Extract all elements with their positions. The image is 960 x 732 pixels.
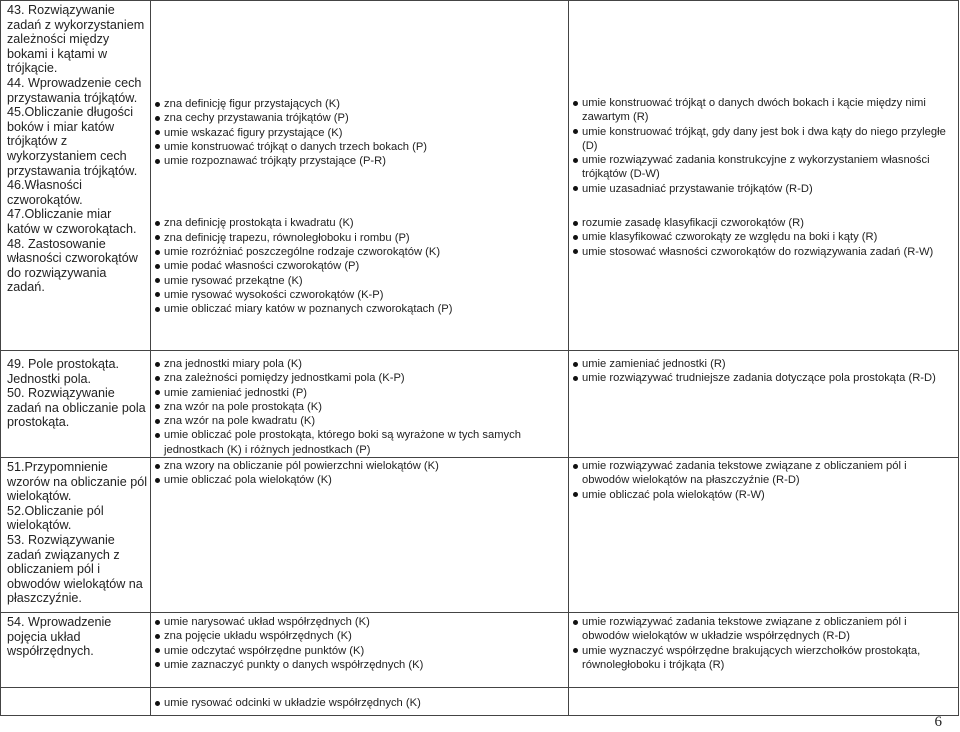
list-item: zna wzory na obliczanie pól powierzchni wielokątów (K)	[153, 459, 564, 473]
list-item: umie obliczać pola wielokątów (K)	[153, 473, 564, 487]
requirements-list	[571, 96, 954, 196]
list-item: umie konstruować trójkąt, gdy dany jest bok i dwa kąty do niego przyległe (D)	[571, 125, 954, 154]
basic-requirements-cell	[151, 458, 569, 613]
list-item: umie zamieniać jednostki (P)	[153, 386, 564, 400]
requirements-list	[153, 216, 564, 316]
requirements-list	[571, 216, 954, 259]
topic-item: 52.Obliczanie pól wielokątów.	[7, 503, 108, 533]
requirements-list	[153, 357, 564, 457]
topic-item: 51.Przypomnienie wzorów na obliczanie pól wielokątów.	[7, 460, 151, 504]
list-item: zna pojęcie układu współrzędnych (K)	[153, 629, 564, 643]
list-item: umie podać własności czworokątów (P)	[153, 259, 564, 273]
list-item: umie klasyfikować czworokąty ze względu na boki i kąty (R)	[571, 230, 954, 244]
topics-cell	[1, 1, 151, 351]
list-item: zna cechy przystawania trójkątów (P)	[153, 111, 564, 125]
topic-item: 44. Wprowadzenie cech przystawania trójkątów.	[7, 75, 145, 105]
list-item: umie uzasadniać przystawanie trójkątów (R-D)	[571, 182, 954, 196]
table-row	[1, 1, 959, 351]
page-number: 6	[934, 714, 942, 730]
topics-cell	[1, 688, 151, 716]
topics-cell	[1, 613, 151, 688]
topic-item: 46.Własności czworokątów.	[7, 178, 86, 207]
list-item: zna wzór na pole prostokąta (K)	[153, 400, 564, 414]
list-item: umie wyznaczyć współrzędne brakujących wierzchołków prostokąta, równoległoboku i trójkąta (R)	[571, 644, 954, 673]
topics-cell	[1, 351, 151, 458]
topic-item: 53. Rozwiązywanie zadań związanych z obliczaniem pól i obwodów wielokątów na płaszczyźnie.	[7, 533, 147, 606]
requirements-list	[153, 459, 564, 488]
topic-item: 48. Zastosowanie własności czworokątów do rozwiązywania zadań.	[7, 236, 142, 295]
list-item: umie konstruować trójkąt o danych trzech bokach (P)	[153, 140, 564, 154]
list-item: umie zamieniać jednostki (R)	[571, 357, 954, 371]
list-item: zna zależności pomiędzy jednostkami pola (K-P)	[153, 371, 564, 385]
list-item: umie obliczać miary katów w poznanych czworokątach (P)	[153, 302, 564, 316]
requirements-list	[153, 696, 564, 710]
advanced-requirements-cell	[569, 1, 959, 351]
topic-item: 45.Obliczanie długości boków i miar katów trójkątów z wykorzystaniem cech przystawania trójkątów.	[7, 105, 138, 178]
requirements-list	[153, 97, 564, 168]
list-item: umie rozwiązywać zadania tekstowe związane z obliczaniem pól i obwodów wielokątów w układzie współrzędnych (R-D)	[571, 615, 954, 644]
list-item: zna definicję trapezu, równoległoboku i rombu (P)	[153, 231, 564, 245]
table-row	[1, 688, 959, 716]
list-item: umie rysować przekątne (K)	[153, 274, 564, 288]
list-item: umie wskazać figury przystające (K)	[153, 126, 564, 140]
requirements-list	[571, 615, 954, 672]
list-item: zna definicję figur przystających (K)	[153, 97, 564, 111]
list-item: rozumie zasadę klasyfikacji czworokątów (R)	[571, 216, 954, 230]
list-item: umie obliczać pole prostokąta, którego boki są wyrażone w tych samych jednostkach (K) i różnych jednostkach (P)	[153, 428, 564, 457]
topic-item: 50. Rozwiązywanie zadań na obliczanie pola prostokąta.	[7, 386, 150, 430]
list-item: umie rozróżniać poszczególne rodzaje czworokątów (K)	[153, 245, 564, 259]
table-row	[1, 458, 959, 613]
list-item: zna wzór na pole kwadratu (K)	[153, 414, 564, 428]
list-item: umie rysować wysokości czworokątów (K-P)	[153, 288, 564, 302]
requirements-list	[153, 615, 564, 672]
advanced-requirements-cell	[569, 458, 959, 613]
requirements-list	[571, 459, 954, 502]
list-item: umie rysować odcinki w układzie współrzędnych (K)	[153, 696, 564, 710]
list-item: umie rozwiązywać zadania konstrukcyjne z wykorzystaniem własności trójkątów (D-W)	[571, 153, 954, 182]
basic-requirements-cell	[151, 351, 569, 458]
requirements-list	[571, 357, 954, 386]
table-row	[1, 351, 959, 458]
topic-item: 47.Obliczanie miar katów w czworokątach.	[7, 207, 137, 236]
topic-item: 43. Rozwiązywanie zadań z wykorzystaniem zależności między bokami i kątami w trójkącie.	[7, 3, 148, 76]
list-item: umie odczytać współrzędne punktów (K)	[153, 644, 564, 658]
table-row	[1, 613, 959, 688]
list-item: umie rozwiązywać zadania tekstowe związane z obliczaniem pól i obwodów wielokątów na płaszczyźnie (R-D)	[571, 459, 954, 488]
list-item: umie konstruować trójkąt o danych dwóch bokach i kącie między nimi zawartym (R)	[571, 96, 954, 125]
list-item: zna definicję prostokąta i kwadratu (K)	[153, 216, 564, 230]
list-item: umie rozwiązywać trudniejsze zadania dotyczące pola prostokąta (R-D)	[571, 371, 954, 385]
list-item: umie zaznaczyć punkty o danych współrzędnych (K)	[153, 658, 564, 672]
list-item: umie rozpoznawać trójkąty przystające (P-R)	[153, 154, 564, 168]
advanced-requirements-cell	[569, 613, 959, 688]
basic-requirements-cell	[151, 613, 569, 688]
advanced-requirements-cell	[569, 351, 959, 458]
basic-requirements-cell	[151, 1, 569, 351]
topics-cell	[1, 458, 151, 613]
list-item: zna jednostki miary pola (K)	[153, 357, 564, 371]
topic-item: 54. Wprowadzenie pojęcia układ współrzędnych.	[7, 615, 115, 659]
topic-item: 49. Pole prostokąta. Jednostki pola.	[7, 357, 123, 386]
advanced-requirements-cell	[569, 688, 959, 716]
list-item: umie stosować własności czworokątów do rozwiązywania zadań (R-W)	[571, 245, 954, 259]
basic-requirements-cell	[151, 688, 569, 716]
list-item: umie obliczać pola wielokątów (R-W)	[571, 488, 954, 502]
list-item: umie narysować układ współrzędnych (K)	[153, 615, 564, 629]
